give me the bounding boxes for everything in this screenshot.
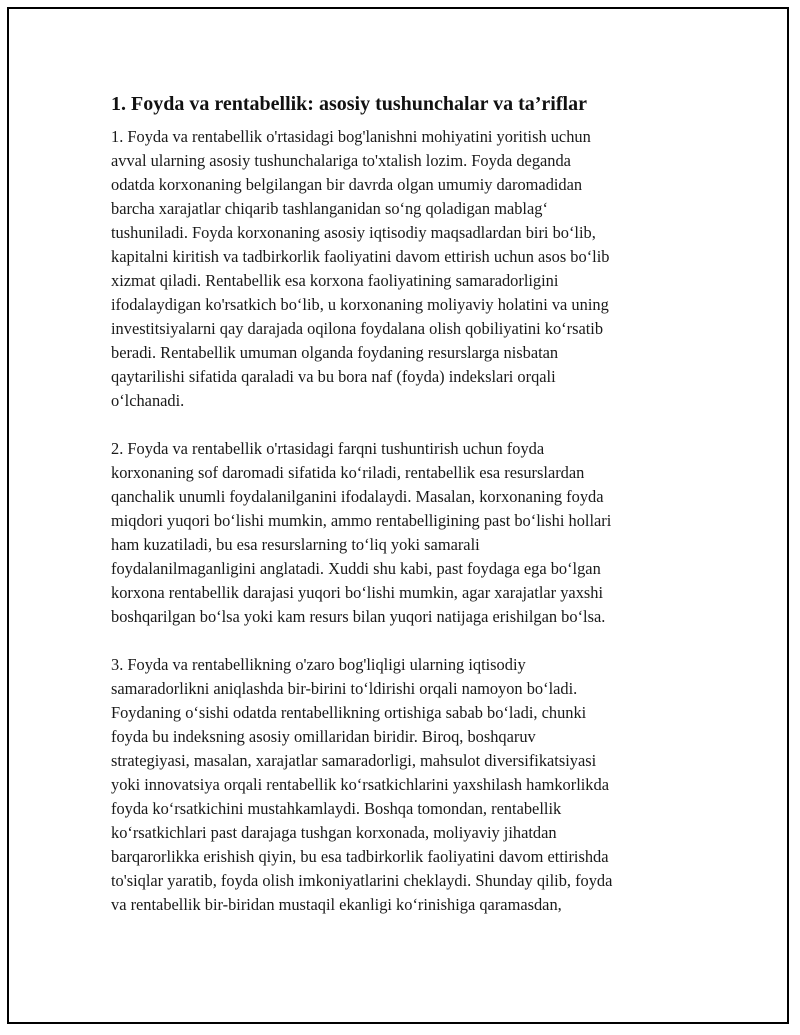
paragraph-2: 2. Foyda va rentabellik o'rtasidagi farqni tushuntirish uchun foyda korxonaning sof daromadi sifatida ko‘riladi, rentabellik esa resurslardan qanchalik unumli foydalanilganini ifodalaydi. Masalan, korxonaning foyda miqdori yuqori bo‘lishi mumkin, ammo rentabelligining past bo‘lishi hollari ham kuzatiladi, bu esa resurslarning to‘liq yoki samarali foydalanilmaganligini anglatadi. Xuddi shu kabi, past foydaga ega bo‘lgan korxona rentabellik darajasi yuqori bo‘lishi mumkin, agar xarajatlar yaxshi boshqarilgan bo‘lsa yoki kam resurs bilan yuqori natijaga erishilgan bo‘lsa. — [111, 439, 612, 626]
document-body — [111, 91, 683, 941]
paragraph-1: 1. Foyda va rentabellik o'rtasidagi bog'lanishni mohiyatini yoritish uchun avval ularning asosiy tushunchalariga to'xtalish lozim. Foyda deganda odatda korxonaning belgilangan bir davrda olgan umumiy daromadidan barcha xarajatlar chiqarib tashlanganidan so‘ng qoladigan mablag‘ tushuniladi. Foyda korxonaning asosiy iqtisodiy maqsadlardan biri bo‘lib, kapitalni kiritish va tadbirkorlik faoliyatini davom ettirish uchun asos bo‘lib xizmat qiladi. Rentabellik esa korxona faoliyatining samaradorligini ifodalaydigan ko'rsatkich bo‘lib, u korxonaning moliyaviy holatini va uning investitsiyalarni qay darajada oqilona foydalana olish qobiliyatini ko‘rsatib beradi. Rentabellik umuman olganda foydaning resurslarga nisbatan qaytarilishi sifatida qaraladi va bu bora naf (foyda) indekslari orqali o‘lchanadi. — [111, 127, 610, 410]
paragraph-3: 3. Foyda va rentabellikning o'zaro bog'liqligi ularning iqtisodiy samaradorlikni aniqlashda bir-birini to‘ldirishi orqali namoyon bo‘ladi. Foydaning o‘sishi odatda rentabellikning ortishiga sabab bo‘ladi, chunki foyda bu indeksning asosiy omillaridan biridir. Biroq, boshqaruv strategiyasi, masalan, xarajatlar samaradorligi, mahsulot diversifikatsiyasi yoki innovatsiya orqali rentabellik ko‘rsatkichlarini yaxshilash hamkorlikda foyda ko‘rsatkichini mustahkamlaydi. Boshqa tomondan, rentabellik ko‘rsatkichlari past darajaga tushgan korxonada, moliyaviy jihatdan barqarorlikka erishish qiyin, bu esa tadbirkorlik faoliyatini davom ettirishda to'siqlar yaratib, foyda olish imkoniyatlarini cheklaydi. Shunday qilib, foyda va rentabellik bir-biridan mustaqil ekanligi ko‘rinishiga qaramasdan, — [111, 655, 613, 914]
document-heading: 1. Foyda va rentabellik: asosiy tushunchalar va ta’riflar — [111, 93, 587, 115]
